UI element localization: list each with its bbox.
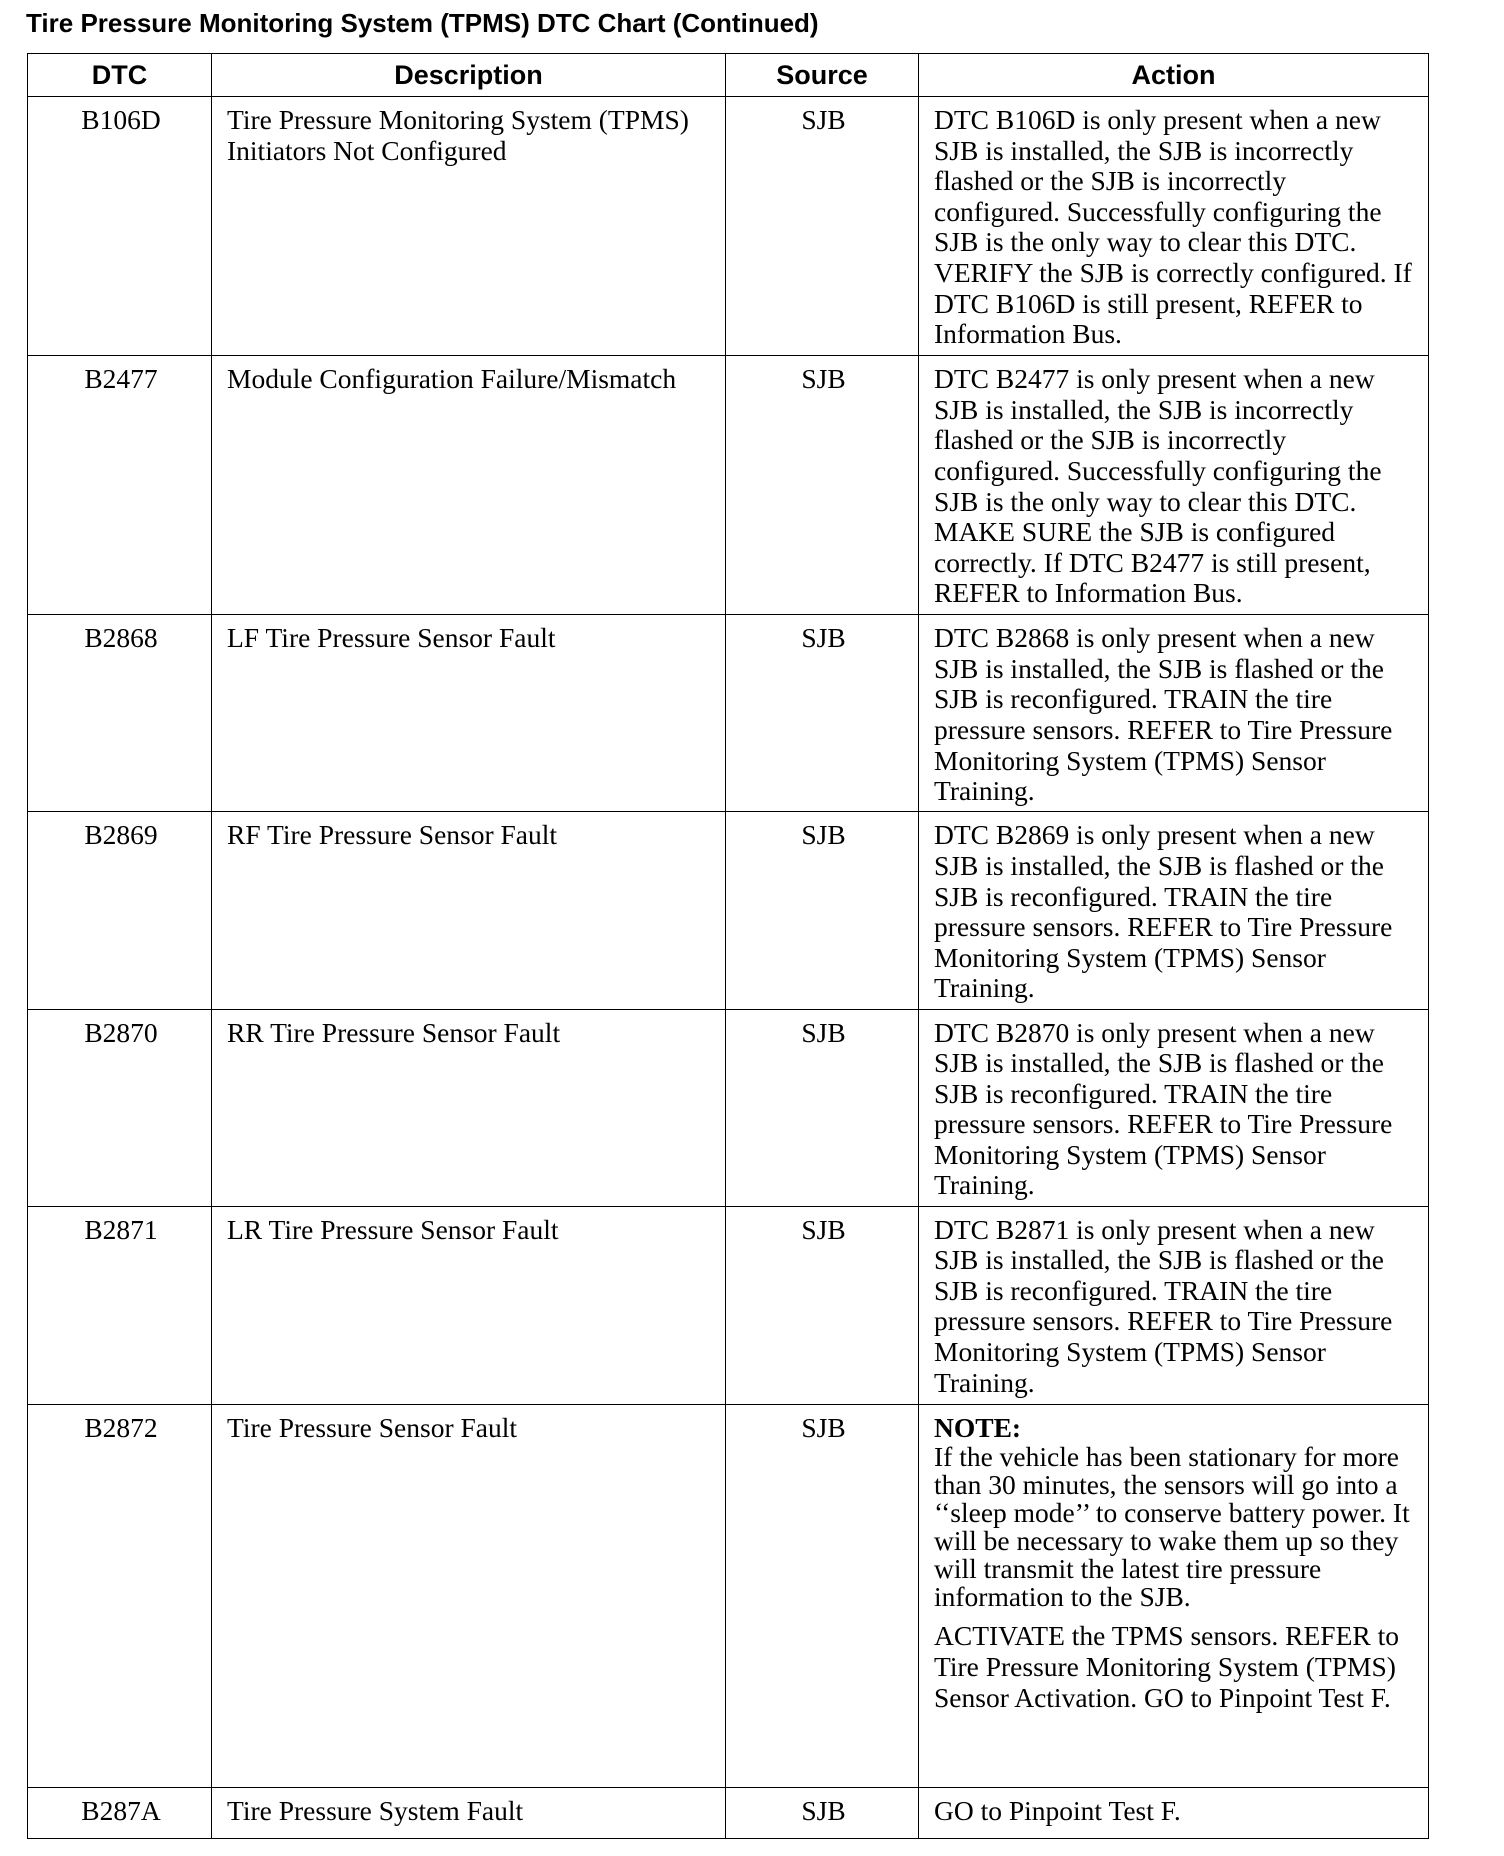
dtc-action: DTC B2869 is only present when a new SJB is installed, the SJB is flashed or the SJB is reconfigured. TRAIN the tire pressure sensors. REFER to Tire Pressure Monitoring System (TPMS) Sensor Training. [919, 812, 1429, 1009]
dtc-description: Tire Pressure Monitoring System (TPMS) Initiators Not Configured [212, 97, 726, 356]
dtc-code: B106D [28, 97, 212, 356]
dtc-source: SJB [726, 1404, 919, 1787]
page-title: Tire Pressure Monitoring System (TPMS) DTC Chart (Continued) [26, 8, 819, 38]
dtc-description: LF Tire Pressure Sensor Fault [212, 615, 726, 812]
dtc-description: LR Tire Pressure Sensor Fault [212, 1206, 726, 1404]
dtc-code: B2868 [28, 615, 212, 812]
table-header-row [28, 54, 1429, 97]
table-row [28, 1404, 1429, 1787]
table-row [28, 97, 1429, 356]
dtc-description: Module Configuration Failure/Mismatch [212, 356, 726, 615]
dtc-action: DTC B2871 is only present when a new SJB is installed, the SJB is flashed or the SJB is reconfigured. TRAIN the tire pressure sensors. REFER to Tire Pressure Monitoring System (TPMS) Sensor Training. [919, 1206, 1429, 1404]
table-row [28, 1206, 1429, 1404]
dtc-description: RF Tire Pressure Sensor Fault [212, 812, 726, 1009]
dtc-source: SJB [726, 1787, 919, 1838]
note-label: NOTE: [934, 1411, 1022, 1443]
dtc-source: SJB [726, 1206, 919, 1404]
dtc-action-cell [919, 1404, 1429, 1787]
dtc-action: ACTIVATE the TPMS sensors. REFER to Tire Pressure Monitoring System (TPMS) Sensor Activation. GO to Pinpoint Test F. [934, 1620, 1400, 1713]
dtc-source: SJB [726, 1009, 919, 1206]
dtc-action: DTC B2477 is only present when a new SJB is installed, the SJB is incorrectly flashed or the SJB is incorrectly configured. Successfully configuring the SJB is the only way to clear this DTC. MAKE SURE the SJB is configured correctly. If DTC B2477 is still present, REFER to Information Bus. [919, 356, 1429, 615]
dtc-description: RR Tire Pressure Sensor Fault [212, 1009, 726, 1206]
dtc-description: Tire Pressure System Fault [212, 1787, 726, 1838]
dtc-code: B2871 [28, 1206, 212, 1404]
table-row [28, 812, 1429, 1009]
dtc-code: B2477 [28, 356, 212, 615]
header-description: Description [212, 54, 726, 97]
table-row [28, 1009, 1429, 1206]
dtc-code: B2870 [28, 1009, 212, 1206]
dtc-action: DTC B2868 is only present when a new SJB is installed, the SJB is flashed or the SJB is reconfigured. TRAIN the tire pressure sensors. REFER to Tire Pressure Monitoring System (TPMS) Sensor Training. [919, 615, 1429, 812]
dtc-action: GO to Pinpoint Test F. [919, 1787, 1429, 1838]
dtc-source: SJB [726, 812, 919, 1009]
dtc-code: B2869 [28, 812, 212, 1009]
header-action: Action [919, 54, 1429, 97]
table-row [28, 1787, 1429, 1838]
dtc-code: B2872 [28, 1404, 212, 1787]
table-row [28, 615, 1429, 812]
header-dtc: DTC [28, 54, 212, 97]
dtc-action: DTC B106D is only present when a new SJB is installed, the SJB is incorrectly flashed or the SJB is incorrectly configured. Successfully configuring the SJB is the only way to clear this DTC. VERIFY the SJB is correctly configured. If DTC B106D is still present, REFER to Information Bus. [919, 97, 1429, 356]
note-text: If the vehicle has been stationary for more than 30 minutes, the sensors will go into a ‘‘sleep mode’’ to conserve battery power. It will be necessary to wake them up so they will transmit the latest tire pressure information to the SJB. [934, 1441, 1410, 1613]
dtc-source: SJB [726, 97, 919, 356]
table-row [28, 356, 1429, 615]
header-source: Source [726, 54, 919, 97]
dtc-code: B287A [28, 1787, 212, 1838]
dtc-table [27, 53, 1429, 1839]
dtc-action: DTC B2870 is only present when a new SJB is installed, the SJB is flashed or the SJB is reconfigured. TRAIN the tire pressure sensors. REFER to Tire Pressure Monitoring System (TPMS) Sensor Training. [919, 1009, 1429, 1206]
dtc-description: Tire Pressure Sensor Fault [212, 1404, 726, 1787]
dtc-source: SJB [726, 356, 919, 615]
dtc-source: SJB [726, 615, 919, 812]
